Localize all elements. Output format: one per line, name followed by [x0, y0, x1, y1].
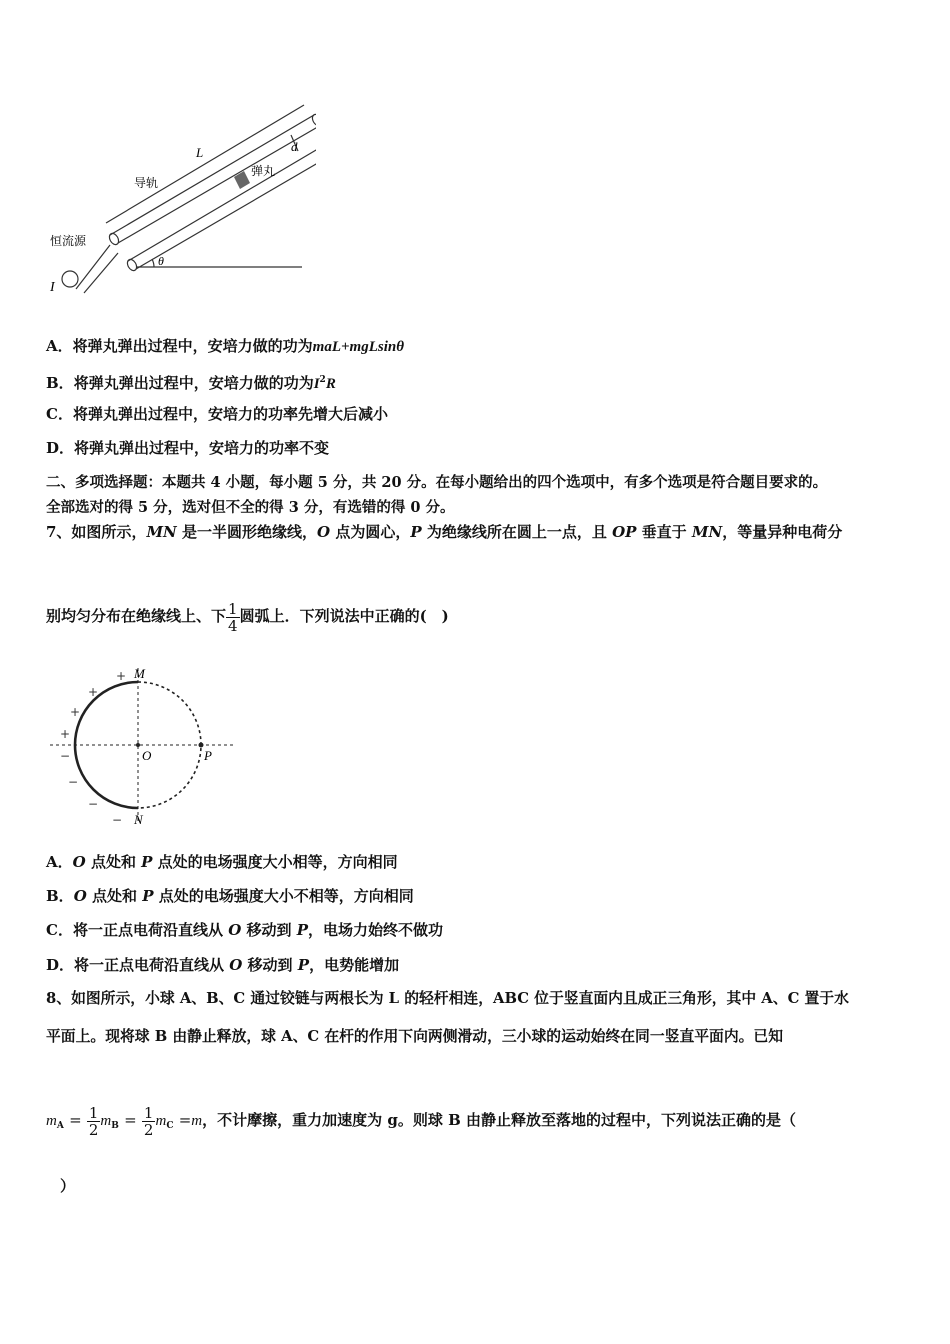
label-O: O [142, 748, 152, 763]
q7-option-a: A．O 点处和 P 点处的电场强度大小相等，方向相同 [46, 853, 398, 871]
label-M: M [134, 666, 145, 681]
q7-stem-line2: 别均匀分布在绝缘线上、下 $\frac{1}{4}$ 圆弧上．下列说法中正确的( ) [46, 599, 449, 635]
q6-option-c: C．将弹丸弹出过程中，安培力的功率先增大后减小 [46, 405, 388, 423]
rail-gun-figure [46, 95, 316, 300]
label-source: 恒流源 [50, 234, 87, 248]
point-O [136, 743, 140, 747]
q6-option-a: A．将弹丸弹出过程中，安培力做的功为maL+mgLsinθ [46, 337, 404, 355]
plus-sign: + [88, 685, 99, 699]
minus-sign: − [60, 749, 71, 763]
point-P [199, 743, 204, 748]
q7-option-b: B．O 点处和 P 点处的电场强度大小不相等，方向相同 [46, 887, 414, 905]
q7-option-d: D．将一正点电荷沿直线从 O 移动到 P，电势能增加 [46, 956, 400, 974]
label-rail: 导轨 [134, 176, 159, 190]
label-projectile: 弹丸 [251, 164, 276, 178]
label-N: N [134, 812, 143, 827]
q6-option-b: B．将弹丸弹出过程中，安培力做的功为$I^2R$ [46, 374, 336, 392]
minus-sign: − [88, 797, 99, 811]
q8-stem-line4: ） [60, 1177, 76, 1195]
q8-stem-line2: 平面上。现将球 B 由静止释放，球 A、C 在杆的作用下向两侧滑动，三小球的运动始终在同一竖直平面内。已知 [46, 1028, 784, 1045]
section2-heading-line2: 全部选对的得 5 分，选对但不全的得 3 分，有选错的得 0 分。 [46, 499, 455, 516]
q8-stem-line1: 8、如图所示，小球 A、B、C 通过铰链与两根长为 L 的轻杆相连，ABC 位于竖直面内且成正三角形，其中 A、C 置于水 [46, 990, 849, 1007]
q6-option-d: D．将弹丸弹出过程中，安培力的功率不变 [46, 439, 330, 457]
quarter-fraction: $\frac{1}{4}$ [228, 599, 238, 635]
section2-heading-line1: 二、多项选择题：本题共 4 小题，每小题 5 分，共 20 分。在每小题给出的四个选项中，有多个选项是符合题目要求的。 [46, 474, 828, 491]
label-I: I [50, 280, 55, 295]
q7-option-c: C．将一正点电荷沿直线从 O 移动到 P，电场力始终不做功 [46, 921, 444, 939]
semicircle-figure [46, 660, 246, 830]
plus-sign: + [60, 727, 71, 741]
half-fraction: $\frac{1}{2}$ [143, 1103, 154, 1139]
plus-sign: + [116, 669, 127, 683]
plus-sign: + [70, 705, 81, 719]
q7-stem-line1: 7、如图所示，MN 是一半圆形绝缘线，O 点为圆心，P 为绝缘线所在圆上一点，且 OP 垂直于 MN，等量异种电荷分 [46, 523, 843, 541]
minus-sign: − [112, 813, 123, 827]
label-P: P [204, 748, 212, 763]
minus-sign: − [68, 775, 79, 789]
half-fraction: $\frac{1}{2}$ [88, 1103, 99, 1139]
q8-stem-line3: $m_A$ = $\frac{1}{2}$ $m_B$ = $\frac{1}{2}$ $m_C =m$，不计摩擦，重力加速度为 g。则球 B 由静止释放至落地的过程中，下列说法正确的是（ [46, 1103, 796, 1139]
label-L: L [196, 145, 204, 160]
label-d: d [291, 139, 298, 154]
label-theta: θ [158, 254, 164, 268]
